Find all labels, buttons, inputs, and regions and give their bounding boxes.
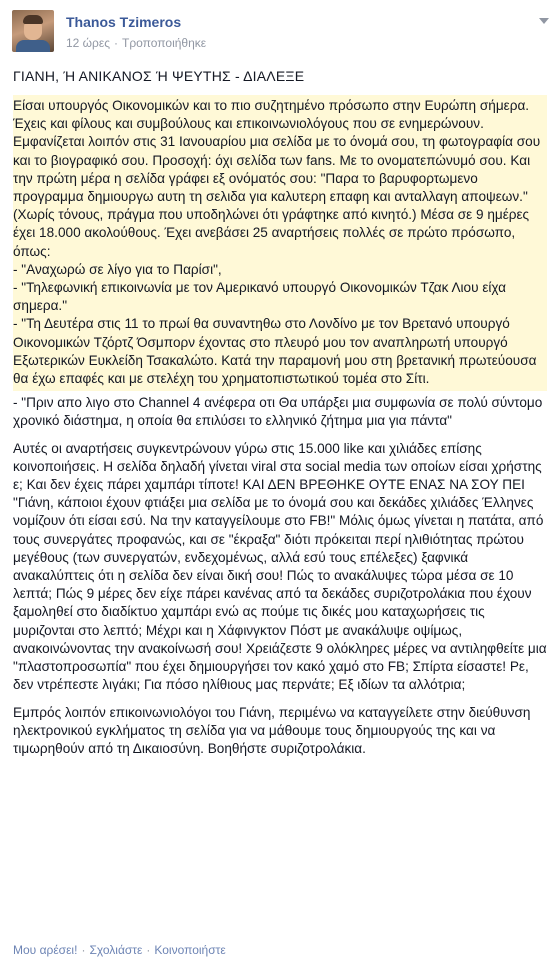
action-separator: · bbox=[146, 943, 151, 957]
action-separator: · bbox=[81, 943, 86, 957]
post-paragraph: - "Τηλεφωνική επικοινωνία με τον Αμερικανό υπουργό Οικονομικών Τζακ Λιου είχα σημερα." bbox=[13, 280, 507, 314]
post-title: ΓΙΑΝΗ, Ή ΑΝΙΚΑΝΟΣ Ή ΨΕΥΤΗΣ - ΔΙΑΛΕΞΕ bbox=[13, 68, 305, 84]
author-avatar[interactable] bbox=[12, 10, 54, 52]
post-paragraph: Είσαι υπουργός Οικονομικών και το πιο συζητημένο πρόσωπο στην Ευρώπη σήμερα. Έχεις και φίλους και συμβούλους και επικοινωνιολόγους που σε ενημερώνουν. Εμφανίζεται λοιπόν στις 31 Ιανουαρίου μια σελίδα με το όνομά σου, τη φωτογραφία σου και το βιογραφικό σου. Προσοχή: όχι σελίδα των fans. Με το ονοματεπώνυμό σου. Και την πρώτη μέρα η σελίδα γράφει εξ ονόματός σου: "Παρα το βαρυφορτωμενο προγραμμα δημιουργω αυτη τη σελιδα για καλυτερη επαφη και ανταλλαγη αποψεων." (Χωρίς τόνους, πράγμα που υποδηλώνει ότι γράφτηκε από κινητό.) Μέσα σε 9 ημέρες έχει 18.000 ακολούθους. Έχει ανεβάσει 25 αναρτήσεις πολλές σε πρώτο πρόσωπο, όπως: bbox=[13, 98, 541, 259]
chevron-down-icon[interactable] bbox=[538, 16, 548, 26]
author-name[interactable]: Thanos Tzimeros bbox=[66, 14, 182, 30]
meta-separator: · bbox=[114, 36, 119, 50]
highlighted-block bbox=[13, 95, 547, 391]
comment-link[interactable]: Σχολιάστε bbox=[89, 943, 143, 957]
edited-label[interactable]: Τροποποιήθηκε bbox=[122, 36, 207, 50]
post-paragraph: - "Πριν απο λιγο στο Channel 4 ανέφερα οτι Θα υπάρξει μια συμφωνία σε πολύ σύντομο χρονικό διάστημα, η οποία θα επιλύσει το ελληνικό ζήτημα μια για πάντα" bbox=[13, 395, 543, 429]
avatar-shirt bbox=[16, 40, 50, 52]
post-paragraph: - "Τη Δευτέρα στις 11 το πρωί θα συναντηθω στο Λονδίνο με τον Βρετανό υπουργό Οικονομικών Τζόρτζ Όσμπορν έχοντας στο πλευρό μου τον αναπληρωτή υπουργό Εξωτερικών Ευκλείδη Τσακαλώτο. Κατά την παραμονή μου στη βρετανική πρωτεύουσα θα έχω επαφές και με στελέχη του χρηματοπιστωτικού τομέα στο Σίτι. bbox=[13, 316, 537, 387]
post-paragraph: - "Αναχωρώ σε λίγο για το Παρίσι", bbox=[13, 261, 222, 277]
post-header bbox=[12, 10, 552, 60]
avatar-hair bbox=[23, 15, 43, 24]
post-meta bbox=[66, 36, 206, 50]
share-link[interactable]: Κοινοποιήστε bbox=[154, 943, 226, 957]
post-paragraph: Αυτές οι αναρτήσεις συγκεντρώνουν γύρω στις 15.000 like και χιλιάδες επίσης κοινοποιήσεις. Η σελίδα δηλαδή γίνεται viral στα social media των οποίων είσαι χρήστης ε; Και δεν έχεις πάρει χαμπάρι τίποτε! ΚΑΙ ΔΕΝ ΒΡΕΘΗΚΕ ΟΥΤΕ ΕΝΑΣ ΝΑ ΣΟΥ ΠΕΙ "Γιάνη, κάποιοι έχουν φτιάξει μια σελίδα με το όνομά σου και δεκάδες χιλιάδες Έλληνες νομίζουν ότι είσαι εσύ. Να την καταγγείλουμε στο FB!" Μόλις όμως γίνεται η πατάτα, από τους συνεργάτες προφανώς, και σε "έκραξα" διότι πρόκειται περί ηλιθιότητας πρώτου μεγέθους (των συνεργατών, ενδεχομένως, αλλά εσύ τους επέλεξες) ξαφνικά ανακαλύπτεις ότι η σελίδα δεν είναι δική σου! Πώς το ανακάλυψες τώρα μέσα σε 10 λεπτά; Πώς 9 μέρες δεν είχε πάρει κανένας από τα δεκάδες συριζοτρολάκια που έχουν ξαμοληθεί στο διαδίκτυο χαμπάρι ενώ ας πούμε τις δικές μου καταχωρήσεις τις μυριζονται στο λεπτό; Μέχρι και η Χάφινγκτον Πόστ με ανακάλυψε οψίμως, ανακοινώνοντας την ανακοίνωσή σου! Χρειάζεστε 9 ολόκληρες μέρες να αντιληφθείτε μια "πλαστοπροσωπία" που έχει δημιουργήσει τον κακό χαμό στο FB; Σπίρτα είσαστε! Ρε, δεν ντρέπεστε λιγάκι; Για πόσο ηλίθιους μας περνάτε; Εξ ιδίων τα αλλότρια; bbox=[13, 440, 547, 693]
post-actions bbox=[13, 943, 226, 957]
like-link[interactable]: Μου αρέσει! bbox=[13, 943, 78, 957]
post-time[interactable]: 12 ώρες bbox=[66, 36, 111, 50]
post-body bbox=[13, 95, 547, 758]
post-paragraph: Εμπρός λοιπόν επικοινωνιολόγοι του Γιάνη, περιμένω να καταγγείλετε στην διεύθυνση ηλεκτρονικού εγκλήματος τη σελίδα για να μάθουμε τους δημιουργούς της και να τιμωρηθούν από τη Δικαιοσύνη. Βοηθήστε συριζοτρολάκια. bbox=[13, 704, 531, 756]
